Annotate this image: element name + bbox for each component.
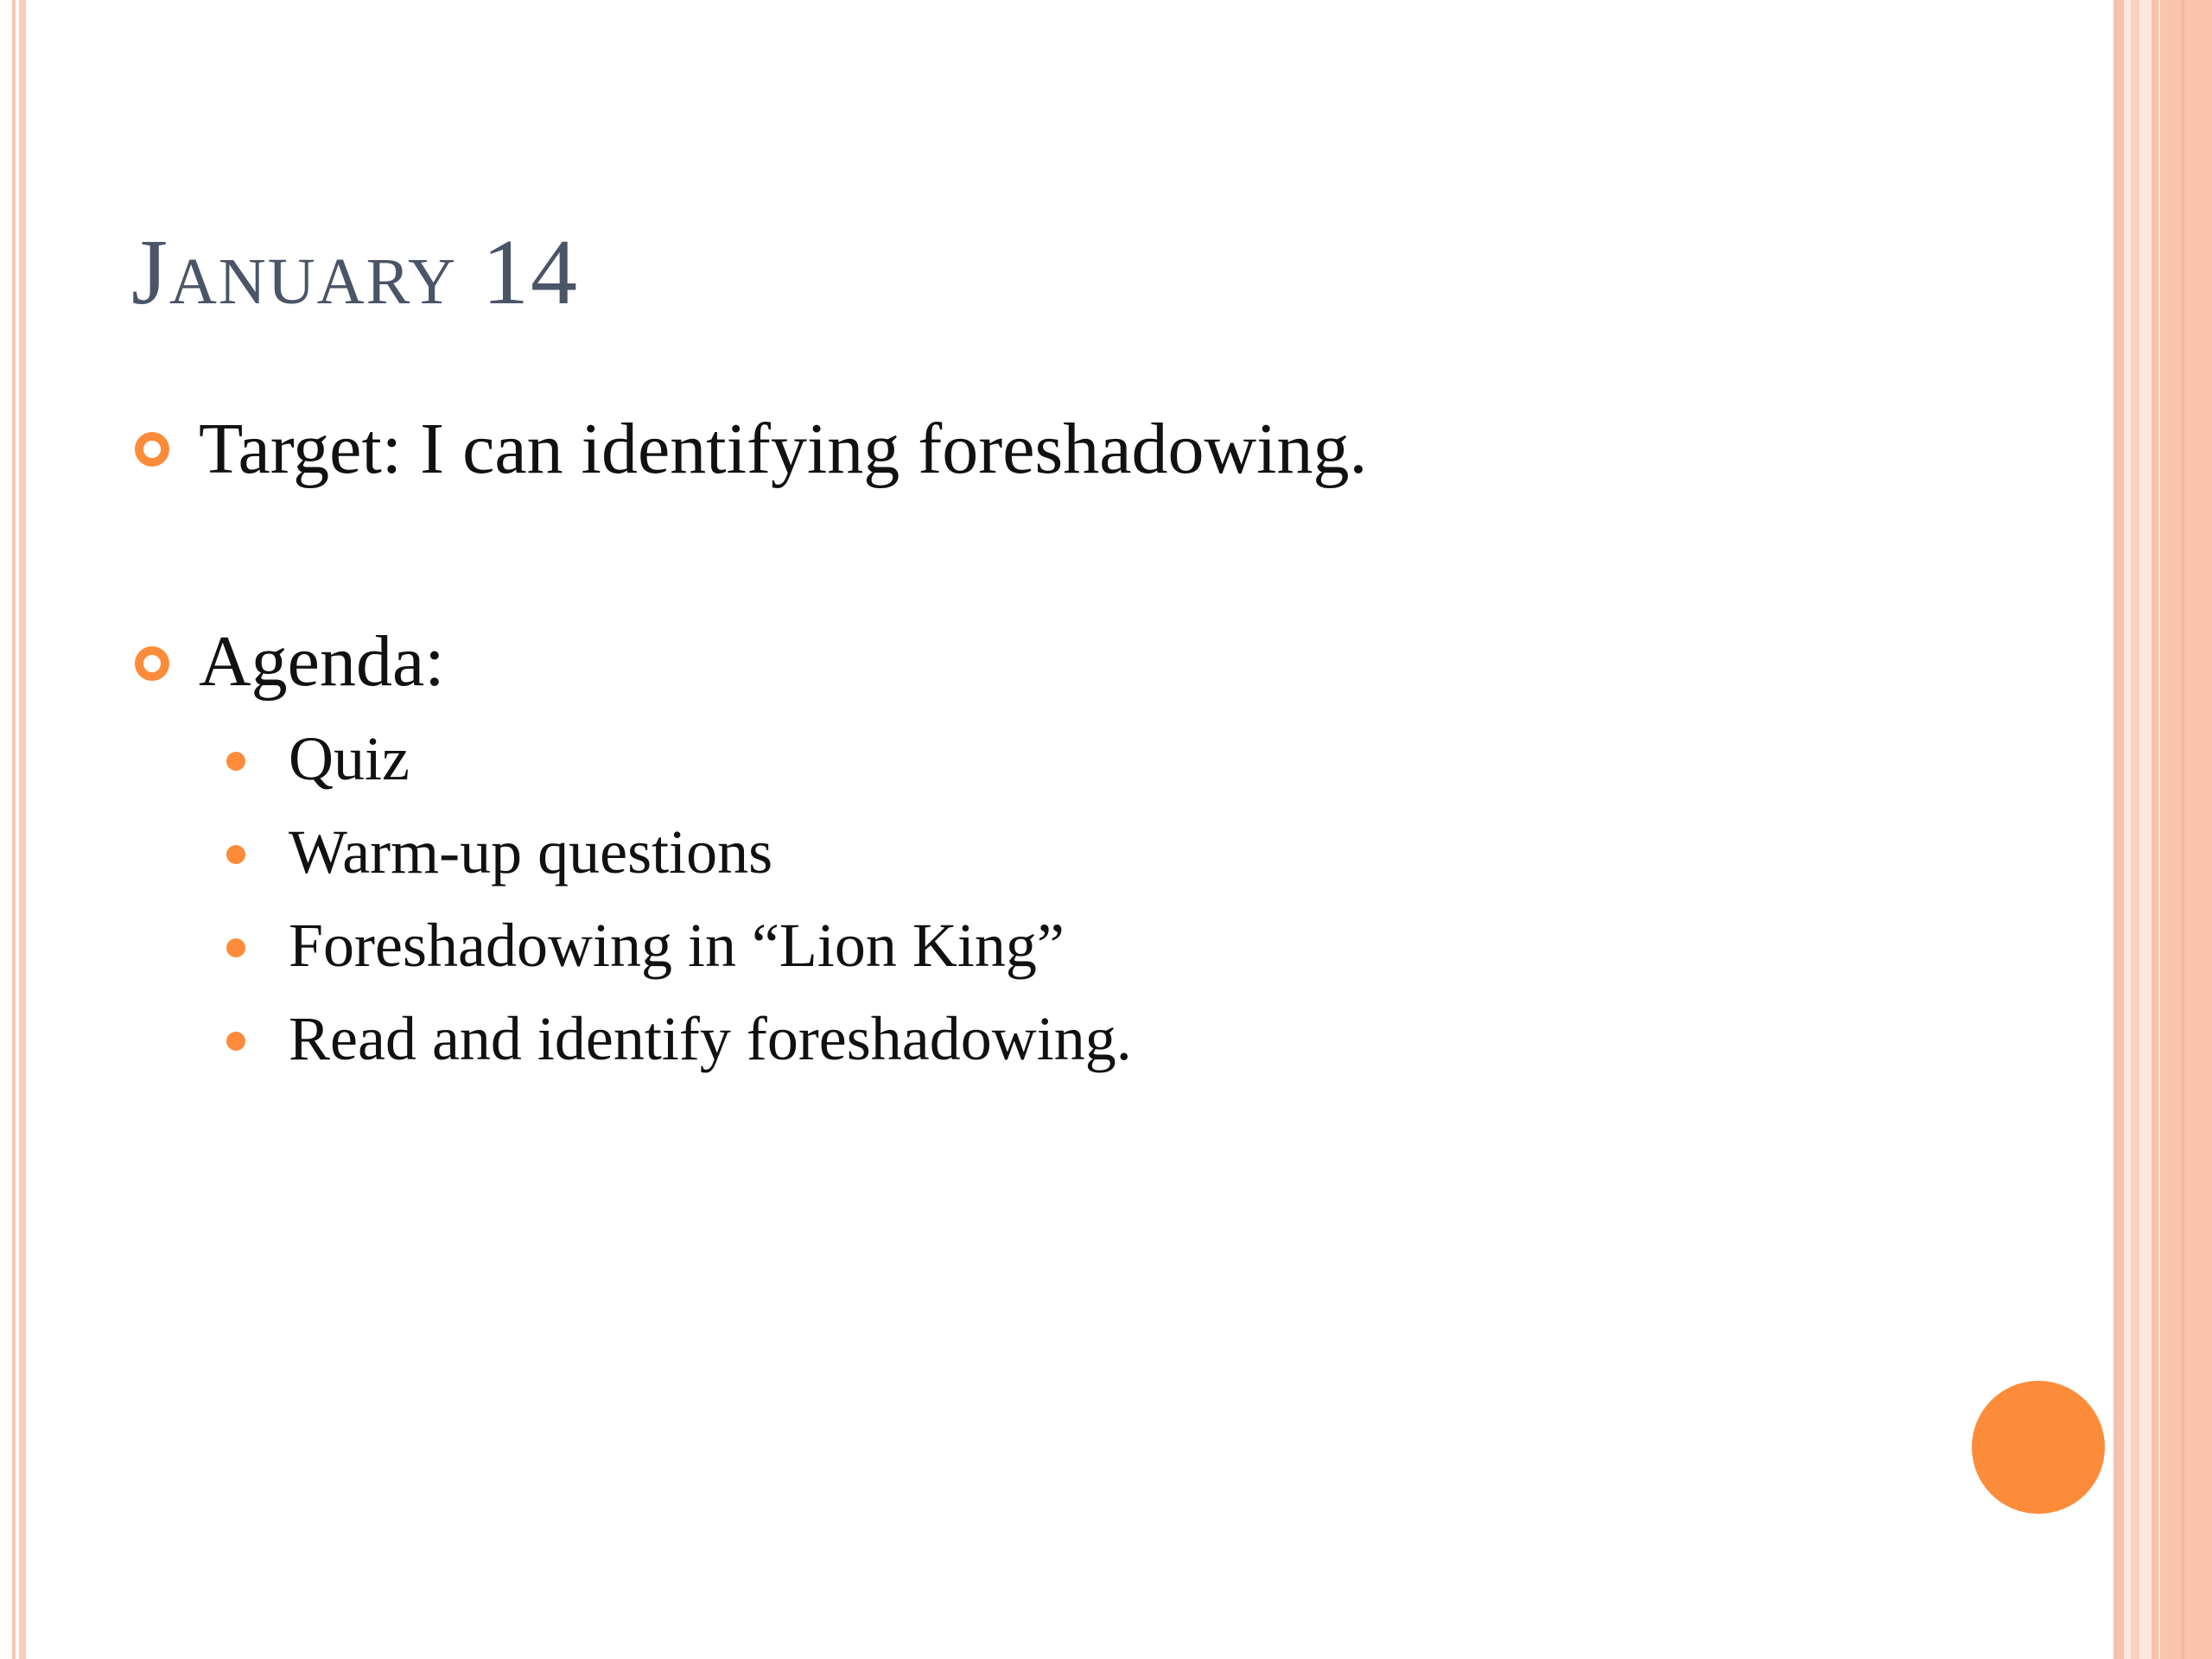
agenda-heading: Agenda:	[199, 621, 445, 702]
agenda-item: Foreshadowing in “Lion King”	[289, 911, 1065, 980]
right-border-line	[2152, 0, 2158, 1659]
slide-title: January 14	[131, 221, 579, 324]
right-border-line	[2160, 0, 2212, 1659]
ring-bullet-icon	[135, 646, 169, 681]
right-border-line	[2181, 0, 2184, 1659]
decorative-orange-circle	[1972, 1381, 2105, 1514]
dot-bullet-icon	[226, 1032, 245, 1051]
dot-bullet-icon	[226, 845, 245, 864]
agenda-item: Read and identify foreshadowing.	[289, 1004, 1132, 1073]
right-border-line	[2131, 0, 2139, 1659]
dot-bullet-icon	[226, 752, 245, 771]
right-border-line	[2113, 0, 2124, 1659]
agenda-item: Quiz	[289, 724, 410, 793]
target-text: Target: I can identifying foreshadowing.	[199, 409, 1368, 489]
agenda-item: Warm-up questions	[289, 817, 773, 887]
ring-bullet-icon	[135, 432, 169, 467]
right-border-line	[2141, 0, 2146, 1659]
left-border-line	[19, 0, 26, 1659]
left-border-line	[12, 0, 16, 1659]
dot-bullet-icon	[226, 938, 245, 957]
